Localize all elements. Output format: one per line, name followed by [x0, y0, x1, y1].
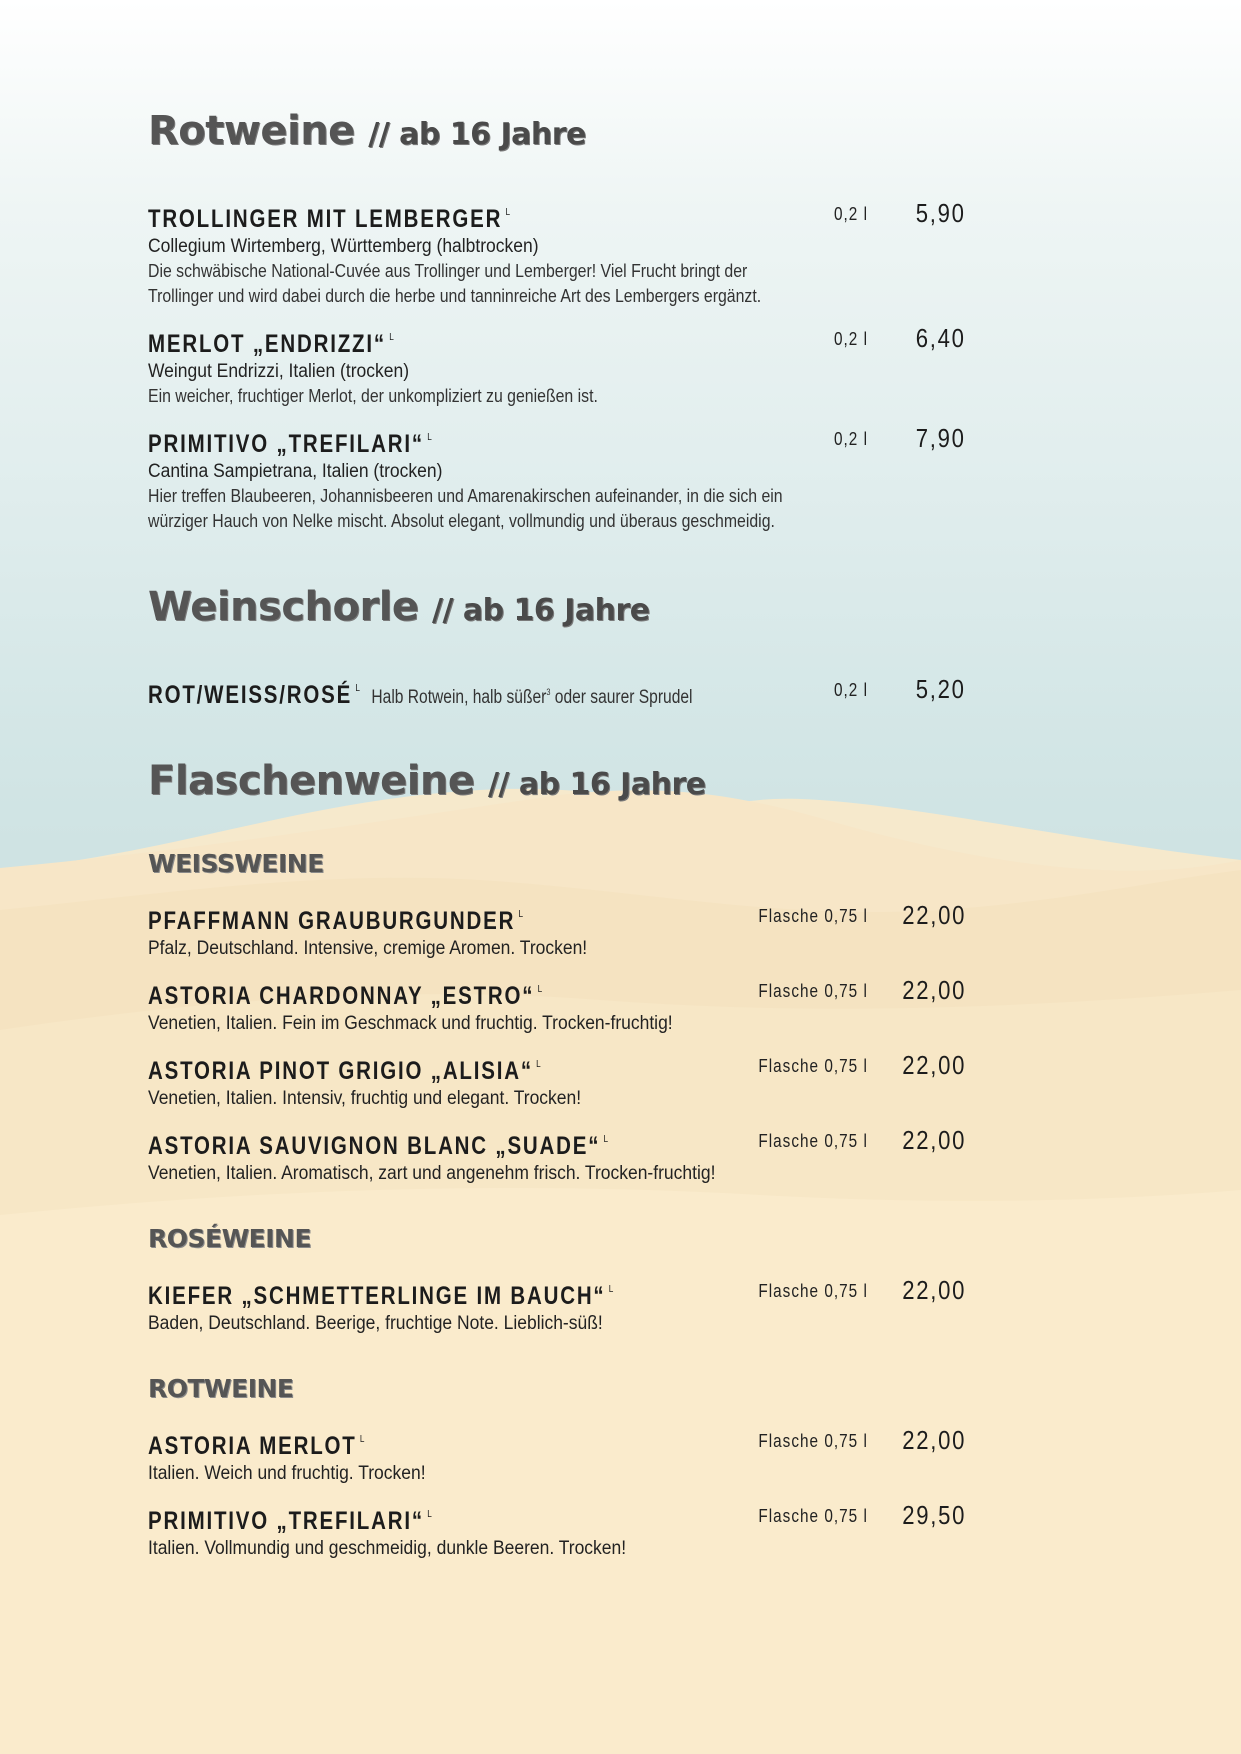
- item-description: Italien. Vollmundig und geschmeidig, dunkle Beeren. Trocken!: [148, 1538, 627, 1559]
- item-price: 22,00: [902, 975, 966, 1005]
- item-description: Hier treffen Blaubeeren, Johannisbeeren und Amarenakirschen aufeinander, in die sich ein würziger Hauch von Nelke mischt. Absolut elegant, vollmundig und überaus geschmeidig.: [148, 486, 783, 531]
- subsection-title-weissweine: WEISSWEINE: [148, 849, 324, 878]
- allergen-mark: L: [608, 1284, 614, 1295]
- menu-item-astoria-merlot: [148, 1425, 1096, 1486]
- item-price: 29,50: [902, 1500, 966, 1530]
- section-title-text: Weinschorle: [148, 584, 419, 630]
- item-size: Flasche 0,75 l: [758, 1506, 868, 1526]
- item-producer: Weingut Endrizzi, Italien (trocken): [148, 361, 410, 382]
- item-size: 0,2 l: [833, 680, 868, 700]
- item-price: 22,00: [902, 1425, 966, 1455]
- menu-item-astoria-pinot-grigio: [148, 1050, 1096, 1111]
- item-size: 0,2 l: [833, 204, 868, 224]
- item-description: Baden, Deutschland. Beerige, fruchtige Note. Lieblich-süß!: [148, 1313, 603, 1334]
- item-name: MERLOT „ENDRIZZI“ $^L$: [148, 330, 394, 358]
- item-size: Flasche 0,75 l: [758, 906, 868, 926]
- menu-item-trollinger: [148, 198, 1096, 309]
- item-price: 5,90: [916, 198, 966, 228]
- item-name: ASTORIA SAUVIGNON BLANC „SUADE“ $^L$: [148, 1132, 609, 1160]
- item-name: PFAFFMANN GRAUBURGUNDER $^L$: [148, 907, 524, 935]
- additive-mark: 3: [546, 687, 551, 697]
- menu-item-weinschorle: [148, 674, 1096, 713]
- allergen-mark: L: [536, 1059, 541, 1070]
- item-name: PRIMITIVO „TREFILARI“ $^L$: [148, 1507, 432, 1535]
- item-name: KIEFER „SCHMETTERLINGE IM BAUCH“ $^L$: [148, 1282, 614, 1310]
- item-note: Halb Rotwein, halb süßer$^3$ oder saurer Sprudel: [371, 687, 693, 708]
- item-price: 22,00: [902, 900, 966, 930]
- item-size: 0,2 l: [833, 429, 868, 449]
- section-title-flaschenweine: [148, 758, 706, 804]
- allergen-mark: L: [518, 909, 524, 920]
- item-description: Die schwäbische National-Cuvée aus Trollinger und Lemberger! Viel Frucht bringt der Trollinger und wird dabei durch die herbe und tanninreiche Art des Lembergers ergänzt.: [148, 261, 762, 306]
- item-producer: Collegium Wirtemberg, Württemberg (halbtrocken): [148, 236, 539, 257]
- allergen-mark: L: [505, 207, 511, 218]
- item-price: 22,00: [902, 1275, 966, 1305]
- age-note: // ab 16 Jahre: [487, 767, 706, 802]
- section-title-weinschorle: [148, 584, 650, 630]
- menu-page: [148, 0, 1096, 1754]
- allergen-mark: L: [537, 984, 543, 995]
- item-description: Pfalz, Deutschland. Intensive, cremige Aromen. Trocken!: [148, 938, 588, 959]
- item-size: 0,2 l: [833, 329, 868, 349]
- item-name: ASTORIA CHARDONNAY „ESTRO“ $^L$: [148, 982, 543, 1010]
- menu-item-astoria-sauvignon: [148, 1125, 1096, 1186]
- item-description: Italien. Weich und fruchtig. Trocken!: [148, 1463, 426, 1484]
- item-description: Venetien, Italien. Aromatisch, zart und angenehm frisch. Trocken-fruchtig!: [148, 1163, 716, 1184]
- item-size: Flasche 0,75 l: [758, 1281, 868, 1301]
- item-name: ROT/WEISS/ROSÉ $^L$ Halb Rotwein, halb süßer$^3$ oder saurer Sprudel: [148, 681, 693, 709]
- item-price: 7,90: [916, 423, 966, 453]
- item-size: Flasche 0,75 l: [758, 1131, 868, 1151]
- subsection-title-rotweine: ROTWEINE: [148, 1374, 294, 1403]
- item-size: Flasche 0,75 l: [758, 981, 868, 1001]
- age-note: // ab 16 Jahre: [368, 117, 586, 152]
- item-price: 22,00: [902, 1125, 966, 1155]
- item-price: 22,00: [902, 1050, 966, 1080]
- item-description: Venetien, Italien. Fein im Geschmack und fruchtig. Trocken-fruchtig!: [148, 1013, 673, 1034]
- item-name: ASTORIA MERLOT $^L$: [148, 1432, 365, 1460]
- menu-item-merlot-endrizzi: [148, 323, 1096, 409]
- item-description: Venetien, Italien. Intensiv, fruchtig und elegant. Trocken!: [148, 1088, 582, 1109]
- item-name: PRIMITIVO „TREFILARI“ $^L$: [148, 430, 432, 458]
- allergen-mark: L: [389, 332, 394, 343]
- item-price: 6,40: [916, 323, 966, 353]
- menu-item-astoria-chardonnay: [148, 975, 1096, 1036]
- section-title-text: Rotweine: [148, 108, 355, 154]
- menu-item-kiefer: [148, 1275, 1096, 1336]
- age-note: // ab 16 Jahre: [432, 593, 650, 628]
- item-name: ASTORIA PINOT GRIGIO „ALISIA“ $^L$: [148, 1057, 541, 1085]
- item-producer: Cantina Sampietrana, Italien (trocken): [148, 461, 443, 482]
- item-description: Ein weicher, fruchtiger Merlot, der unkompliziert zu genießen ist.: [148, 386, 598, 406]
- allergen-mark: L: [427, 1509, 432, 1520]
- allergen-mark: L: [355, 683, 360, 694]
- section-title-text: Flaschenweine: [148, 758, 475, 804]
- item-name: TROLLINGER MIT LEMBERGER $^L$: [148, 205, 511, 233]
- item-price: 5,20: [916, 674, 966, 704]
- menu-item-primitivo-bottle: [148, 1500, 1096, 1561]
- section-title-rotweine: [148, 108, 586, 154]
- allergen-mark: L: [603, 1134, 609, 1145]
- menu-item-pfaffmann: [148, 900, 1096, 961]
- menu-item-primitivo-glass: [148, 423, 1096, 534]
- allergen-mark: L: [359, 1434, 365, 1445]
- item-size: Flasche 0,75 l: [758, 1431, 868, 1451]
- allergen-mark: L: [427, 432, 432, 443]
- subsection-title-roseweine: ROSÉWEINE: [148, 1224, 312, 1253]
- item-size: Flasche 0,75 l: [758, 1056, 868, 1076]
